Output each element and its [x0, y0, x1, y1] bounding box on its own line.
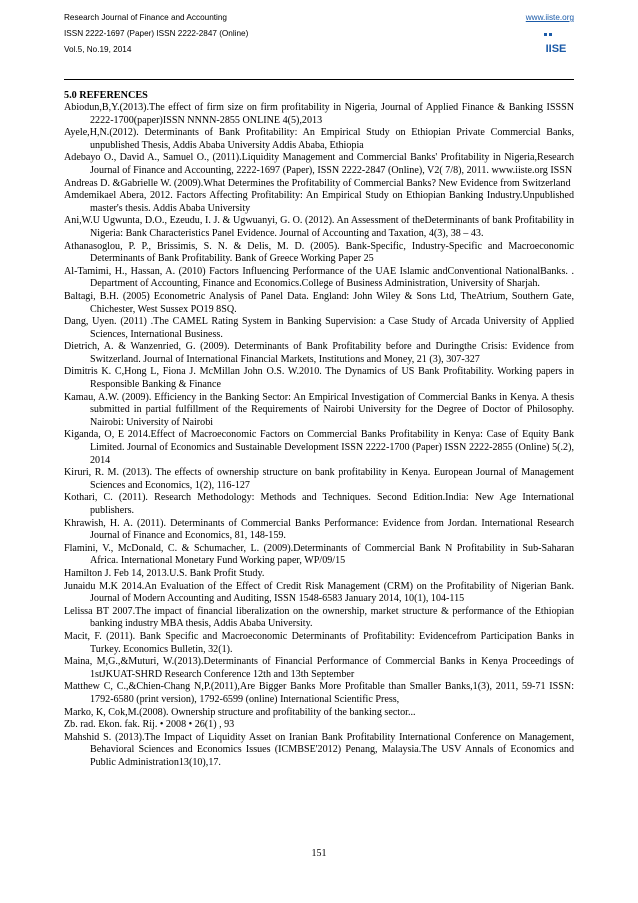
reference-item: Andreas D. &Gabrielle W. (2009).What Determines the Profitability of Commercial Banks? New Evidence from Switzerland: [64, 177, 571, 189]
reference-list: [64, 102, 574, 769]
reference-item: Dietrich, A. & Wanzenried, G. (2009). Determinants of Bank Profitability before and Duringthe Crisis: Evidence from Switzerland. Journal of International Financial Markets, Institutions and Money, 21 (3), 307-327: [64, 341, 574, 365]
reference-item: Hamilton J. Feb 14, 2013.U.S. Bank Profit Study.: [64, 567, 265, 579]
reference-item: Kiruri, R. M. (2013). The effects of ownership structure on bank profitability in Kenya. European Journal of Management Sciences and Economics, 1(2), 116-127: [64, 467, 574, 491]
page-number: 151: [311, 848, 327, 859]
reference-item: Amdemikael Abera, 2012. Factors Affecting Profitability: An Empirical Study on Ethiopian Banking Industry.Unpublished master's thesis. Addis Ababa University: [64, 190, 574, 214]
reference-item: Ani,W.U Ugwunta, D.O., Ezeudu, I. J. & Ugwuanyi, G. O. (2012). An Assessment of theDeterminants of bank Profitability in Nigeria: Bank Characteristics Panel Evidence. Journal of Accounting and Taxation, 4(3), 38 – 43.: [64, 215, 574, 239]
journal-url-link[interactable]: www.iiste.org: [525, 13, 574, 22]
reference-item: Adebayo O., David A., Samuel O., (2011).Liquidity Management and Commercial Banks' Profitability in Nigeria,Research Journal of Finance and Accounting, 2222-1697 (Paper), ISSN 2222-2847 (Online), V2( 7/8), 2011. www.iiste.org ISSN: [64, 152, 574, 176]
reference-item: Ayele,H,N.(2012). Determinants of Bank Profitability: An Empirical Study on Ethiopian Private Commercial Banks, unpublished Thesis, Addis Ababa University Addis Ababa, Ethiopia: [64, 127, 574, 151]
reference-item: Marko, K, Cok,M.(2008). Ownership structure and profitability of the banking sector...: [64, 706, 416, 718]
reference-item: Dang, Uyen. (2011) .The CAMEL Rating System in Banking Supervision: a Case Study of Arcada University of Applied Sciences, International Business.: [64, 316, 574, 340]
reference-item: Matthew C, C.,&Chien-Chang N,P.(2011),Are Bigger Banks More Profitable than Smaller Banks,1(3), 2011, 59-71 ISSN: 1792-6580 (print version), 1792-6599 (online) International Scientific Press,: [64, 681, 574, 705]
reference-item: Zb. rad. Ekon. fak. Rij. • 2008 • 26(1) , 93: [64, 719, 235, 731]
section-title: 5.0 REFERENCES: [64, 90, 148, 101]
reference-item: Khrawish, H. A. (2011). Determinants of Commercial Banks Performance: Evidence from Jordan. International Research Journal of Finance and Economics, 81, 148-159.: [64, 517, 574, 542]
reference-item: Kamau, A.W. (2009). Efficiency in the Banking Sector: An Empirical Investigation of Commercial Banks in Kenya. A thesis submitted in partial fulfillment of the Requirements of Nairobi University for the Degree of Doctor of Philosophy. Nairobi: University of Nairobi: [64, 391, 574, 428]
reference-item: Kiganda, O, E 2014.Effect of Macroeconomic Factors on Commercial Banks Profitability in Kenya: Case of Equity Bank Limited. Journal of Economics and Sustainable Development ISSN 2222-1700 (Paper) ISSN 2222-2855 (Online) 5(.2), 2014: [64, 429, 574, 466]
reference-item: Baltagi, B.H. (2005) Econometric Analysis of Panel Data. England: John Wiley & Sons Ltd, TheAtrium, Southern Gate, Chichester, West Sussex PO19 8SQ.: [64, 290, 574, 315]
reference-item: Flamini, V., McDonald, C. & Schumacher, L. (2009).Determinants of Commercial Bank N Profitability in Sub-Saharan Africa. International Monetary Fund Working paper, WP/09/15: [64, 542, 574, 567]
reference-item: Mahshid S. (2013).The Impact of Liquidity Asset on Iranian Bank Profitability International Conference on Management, Behavioral Sciences and Economics Issues (ICMBSE'2012) Penang, Malaysia.The USV Annals of Economics and Public Administration13(10),17.: [64, 731, 574, 768]
journal-volume: Vol.5, No.19, 2014: [64, 45, 132, 54]
reference-item: Kothari, C. (2011). Research Methodology: Methods and Techniques. Second Edition.India: New Age International publishers.: [64, 492, 574, 516]
journal-name: Research Journal of Finance and Accounting: [64, 13, 227, 22]
header-rule: [64, 79, 574, 80]
logo-text: IISE: [545, 43, 567, 55]
reference-item: Dimitris K. C,Hong L, Fiona J. McMillan John O.S. W.2010. The Dynamics of US Bank Profitability. Working papers in Responsible Banking & Finance: [64, 366, 574, 391]
reference-item: Maina, M,G.,&Muturi, W.(2013).Determinants of Financial Performance of Commercial Banks in Kenya Proceedings of 1stJKUAT-SHRD Research Conference 12th and 13th September: [64, 656, 574, 680]
page-header: [64, 10, 574, 90]
reference-item: Athanasoglou, P. P., Brissimis, S. N. & Delis, M. D. (2005). Bank-Specific, Industry-Specific and Macroeconomic Determinants of Bank Profitability. Bank of Greece Working Paper 25: [64, 240, 574, 265]
reference-item: Lelissa BT 2007.The impact of financial liberalization on the ownership, market structure & performance of the Ethiopian banking industry MBA thesis, Addis Ababa University.: [64, 605, 574, 630]
reference-item: Macit, F. (2011). Bank Specific and Macroeconomic Determinants of Profitability: Evidencefrom Participation Banks in Turkey. Economics Bulletin, 32(1).: [64, 630, 574, 655]
journal-issn: ISSN 2222-1697 (Paper) ISSN 2222-2847 (Online): [64, 29, 249, 38]
references-section: [64, 90, 574, 769]
reference-item: Abiodun,B,Y.(2013).The effect of firm size on firm profitability in Nigeria, Journal of Applied Finance & Banking ISSSN 2222-1700(paper)ISSN NNNN-2855 ONLINE 4(5),2013: [64, 102, 574, 126]
iiste-logo-icon: [542, 32, 570, 56]
reference-item: Al-Tamimi, H., Hassan, A. (2010) Factors Influencing Performance of the UAE Islamic andConventional NationalBanks. . Department of Accounting, Finance and Economics.College of Business Administration, University of Sharjah.: [64, 265, 574, 290]
reference-item: Junaidu M.K 2014.An Evaluation of the Effect of Credit Risk Management (CRM) on the Profitability of Nigerian Bank. Journal of Modern Accounting and Auditing, ISSN 1548-6583 January 2014, 10(1), 104-115: [64, 580, 574, 605]
